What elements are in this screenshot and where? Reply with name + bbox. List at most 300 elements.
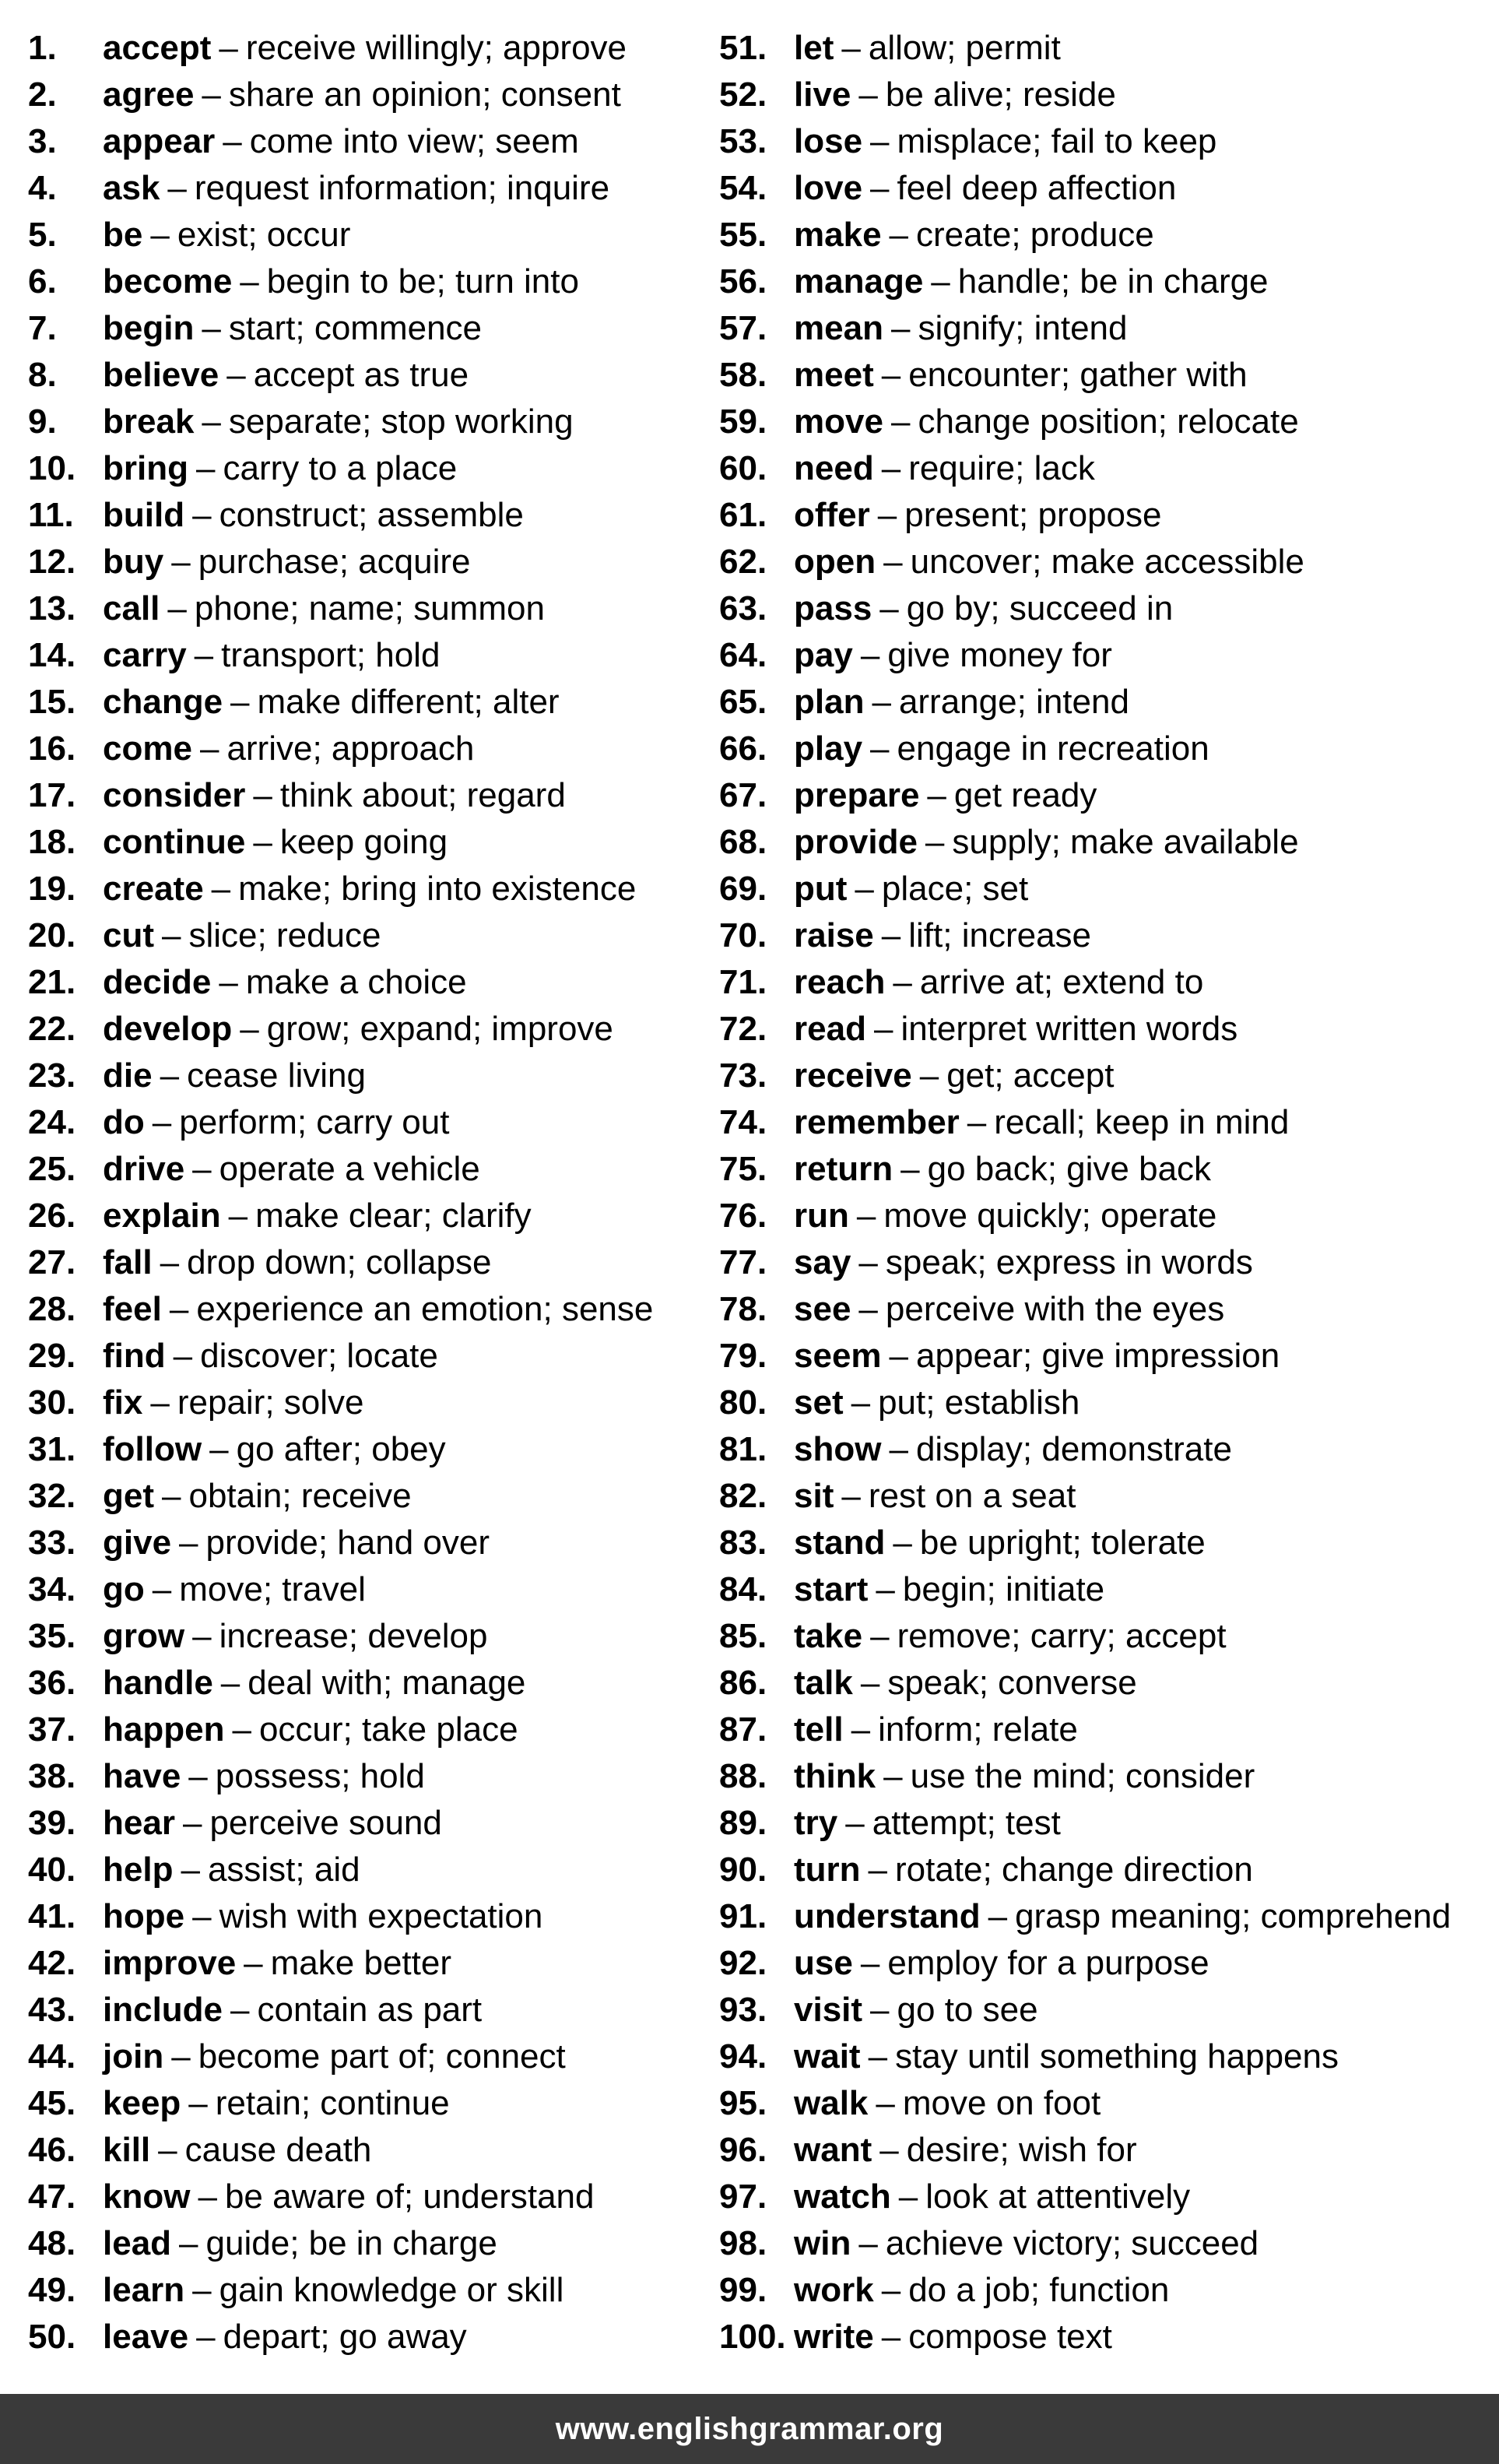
verb-word: help xyxy=(103,1851,174,1889)
verb-definition: carry to a place xyxy=(223,449,458,487)
verb-word: pass xyxy=(794,589,872,627)
dash-separator: – xyxy=(868,1851,888,1889)
verb-word: accept xyxy=(103,29,212,67)
verb-definition: wish with expectation xyxy=(219,1897,543,1935)
verb-word: return xyxy=(794,1150,893,1188)
verb-definition: rotate; change direction xyxy=(895,1851,1253,1889)
verb-list-item xyxy=(719,1239,1451,1286)
verb-list-item xyxy=(28,445,653,492)
verb-list-item xyxy=(719,445,1451,492)
item-number: 90. xyxy=(719,1851,767,1889)
verb-definition: move on foot xyxy=(902,2084,1101,2122)
verb-word: carry xyxy=(103,636,187,674)
dash-separator: – xyxy=(889,216,909,254)
verb-word: do xyxy=(103,1103,145,1141)
verb-definition: employ for a purpose xyxy=(887,1944,1209,1982)
verb-definition: require; lack xyxy=(908,449,1095,487)
verb-definition: begin; initiate xyxy=(902,1570,1105,1608)
verb-list-item xyxy=(28,118,653,165)
dash-separator: – xyxy=(967,1103,987,1141)
verb-list-item xyxy=(719,585,1451,632)
item-number: 94. xyxy=(719,2037,767,2076)
item-number: 76. xyxy=(719,1197,767,1235)
verb-list-item xyxy=(28,1987,653,2033)
dash-separator: – xyxy=(192,1897,212,1935)
dash-separator: – xyxy=(152,1103,172,1141)
verb-word: buy xyxy=(103,543,164,581)
item-number: 73. xyxy=(719,1056,767,1095)
verb-list-item xyxy=(28,1239,653,1286)
dash-separator: – xyxy=(988,1897,1008,1935)
verb-word: use xyxy=(794,1944,853,1982)
verb-list-item xyxy=(719,1193,1451,1239)
verb-word: win xyxy=(794,2224,851,2262)
verb-definition: supply; make available xyxy=(952,823,1299,861)
verb-list-item xyxy=(719,819,1451,866)
verb-definition: gain knowledge or skill xyxy=(219,2271,564,2309)
verb-list-item xyxy=(28,1193,653,1239)
dash-separator: – xyxy=(841,29,861,67)
item-number: 7. xyxy=(28,309,57,347)
verb-definition: possess; hold xyxy=(215,1757,425,1795)
verb-word: plan xyxy=(794,683,865,721)
verb-definition: make; bring into existence xyxy=(238,870,637,908)
item-number: 27. xyxy=(28,1243,76,1281)
dash-separator: – xyxy=(881,449,901,487)
item-number: 1. xyxy=(28,29,57,67)
item-number: 44. xyxy=(28,2037,76,2076)
verb-list-item xyxy=(719,1660,1451,1707)
verb-definition: keep going xyxy=(279,823,448,861)
verb-definition: look at attentively xyxy=(925,2178,1191,2216)
dash-separator: – xyxy=(845,1804,865,1842)
item-number: 65. xyxy=(719,683,767,721)
verb-word: put xyxy=(794,870,848,908)
item-number: 84. xyxy=(719,1570,767,1608)
item-number: 98. xyxy=(719,2224,767,2262)
item-number: 16. xyxy=(28,729,76,768)
item-number: 75. xyxy=(719,1150,767,1188)
item-number: 88. xyxy=(719,1757,767,1795)
verb-list-item xyxy=(719,1380,1451,1426)
item-number: 69. xyxy=(719,870,767,908)
verb-definition: slice; reduce xyxy=(188,916,381,954)
dash-separator: – xyxy=(158,2131,177,2169)
verb-word: show xyxy=(794,1430,882,1468)
dash-separator: – xyxy=(171,543,191,581)
verb-list-item xyxy=(28,1006,653,1053)
verb-definition: signify; intend xyxy=(918,309,1128,347)
verb-list-item xyxy=(28,25,653,72)
dash-separator: – xyxy=(181,1851,200,1889)
verb-list-item xyxy=(719,2267,1451,2314)
item-number: 59. xyxy=(719,402,767,441)
verb-word: run xyxy=(794,1197,849,1235)
item-number: 66. xyxy=(719,729,767,768)
item-number: 81. xyxy=(719,1430,767,1468)
verb-word: understand xyxy=(794,1897,981,1935)
verb-definition: arrange; intend xyxy=(898,683,1129,721)
dash-separator: – xyxy=(856,1197,876,1235)
dash-separator: – xyxy=(240,262,259,301)
verb-word: find xyxy=(103,1337,166,1375)
dash-separator: – xyxy=(876,2084,895,2122)
verb-list-item xyxy=(28,772,653,819)
verb-word: live xyxy=(794,76,851,114)
verb-list-item xyxy=(719,1893,1451,1940)
verb-list-item xyxy=(719,25,1451,72)
footer-website-link[interactable]: www.englishgrammar.org xyxy=(555,2411,944,2446)
item-number: 63. xyxy=(719,589,767,627)
verb-word: drive xyxy=(103,1150,185,1188)
verb-word: break xyxy=(103,402,195,441)
verb-word: start xyxy=(794,1570,869,1608)
verb-word: lose xyxy=(794,122,863,160)
item-number: 71. xyxy=(719,963,767,1001)
verb-list-item xyxy=(719,1987,1451,2033)
verb-word: get xyxy=(103,1477,154,1515)
dash-separator: – xyxy=(858,76,878,114)
verb-definition: make a choice xyxy=(245,963,467,1001)
dash-separator: – xyxy=(232,1710,251,1749)
verb-list-item xyxy=(28,1707,653,1753)
verb-word: believe xyxy=(103,356,219,394)
verb-definition: move quickly; operate xyxy=(883,1197,1217,1235)
verb-list-item xyxy=(28,1099,653,1146)
verb-list-item xyxy=(28,1426,653,1473)
verb-word: follow xyxy=(103,1430,202,1468)
item-number: 46. xyxy=(28,2131,76,2169)
verb-definition: cause death xyxy=(184,2131,372,2169)
verb-word: have xyxy=(103,1757,181,1795)
dash-separator: – xyxy=(219,29,238,67)
verb-word: let xyxy=(794,29,834,67)
verb-list-item xyxy=(28,912,653,959)
verb-list-item xyxy=(28,1847,653,1893)
dash-separator: – xyxy=(889,1430,908,1468)
verb-word: take xyxy=(794,1617,863,1655)
verb-word: bring xyxy=(103,449,188,487)
dash-separator: – xyxy=(192,1617,212,1655)
verb-list-left-column xyxy=(28,25,653,2360)
dash-separator: – xyxy=(860,1944,880,1982)
verb-list-item xyxy=(28,1753,653,1800)
verb-word: see xyxy=(794,1290,851,1328)
dash-separator: – xyxy=(240,1010,259,1048)
dash-separator: – xyxy=(179,1524,198,1562)
item-number: 17. xyxy=(28,776,76,814)
item-number: 50. xyxy=(28,2318,76,2356)
item-number: 3. xyxy=(28,122,57,160)
verb-definition: give money for xyxy=(887,636,1112,674)
verb-list-item xyxy=(719,1800,1451,1847)
verb-definition: handle; be in charge xyxy=(957,262,1269,301)
item-number: 92. xyxy=(719,1944,767,1982)
verb-word: raise xyxy=(794,916,874,954)
verb-word: continue xyxy=(103,823,246,861)
verb-word: receive xyxy=(794,1056,912,1095)
item-number: 55. xyxy=(719,216,767,254)
verb-word: offer xyxy=(794,496,870,534)
dash-separator: – xyxy=(150,1383,170,1422)
verb-word: lead xyxy=(103,2224,172,2262)
verb-definition: desire; wish for xyxy=(906,2131,1137,2169)
verb-list-item xyxy=(28,632,653,679)
verb-definition: use the mind; consider xyxy=(910,1757,1255,1795)
dash-separator: – xyxy=(870,122,890,160)
item-number: 47. xyxy=(28,2178,76,2216)
verb-list-item xyxy=(28,1333,653,1380)
verb-word: call xyxy=(103,589,160,627)
item-number: 21. xyxy=(28,963,76,1001)
verb-list-item xyxy=(28,1940,653,1987)
verb-list-item xyxy=(28,212,653,258)
item-number: 95. xyxy=(719,2084,767,2122)
verb-definition: go back; give back xyxy=(927,1150,1212,1188)
item-number: 57. xyxy=(719,309,767,347)
verb-definition: go by; succeed in xyxy=(906,589,1174,627)
verb-word: write xyxy=(794,2318,874,2356)
verb-list-item xyxy=(719,1753,1451,1800)
verb-list-item xyxy=(719,1940,1451,1987)
item-number: 77. xyxy=(719,1243,767,1281)
verb-definition: go after; obey xyxy=(236,1430,446,1468)
dash-separator: – xyxy=(893,1524,912,1562)
dash-separator: – xyxy=(890,402,911,441)
dash-separator: – xyxy=(893,963,912,1001)
item-number: 4. xyxy=(28,169,57,207)
verb-list-item xyxy=(719,1053,1451,1099)
dash-separator: – xyxy=(199,729,219,768)
item-number: 35. xyxy=(28,1617,76,1655)
verb-word: set xyxy=(794,1383,844,1422)
verb-list-item xyxy=(719,726,1451,772)
dash-separator: – xyxy=(192,496,212,534)
verb-list-item xyxy=(28,585,653,632)
dash-separator: – xyxy=(883,1757,903,1795)
dash-separator: – xyxy=(858,2224,878,2262)
verb-definition: rest on a seat xyxy=(868,1477,1076,1515)
item-number: 74. xyxy=(719,1103,767,1141)
verb-word: go xyxy=(103,1570,145,1608)
verb-word: prepare xyxy=(794,776,920,814)
verb-definition: change position; relocate xyxy=(918,402,1299,441)
item-number: 78. xyxy=(719,1290,767,1328)
verb-definition: repair; solve xyxy=(177,1383,364,1422)
verb-list-item xyxy=(28,2220,653,2267)
verb-definition: speak; express in words xyxy=(885,1243,1253,1281)
verb-word: love xyxy=(794,169,863,207)
item-number: 79. xyxy=(719,1337,767,1375)
item-number: 23. xyxy=(28,1056,76,1095)
verb-list-item xyxy=(719,1426,1451,1473)
item-number: 14. xyxy=(28,636,76,674)
verb-word: join xyxy=(103,2037,164,2076)
item-number: 15. xyxy=(28,683,76,721)
verb-definition: purchase; acquire xyxy=(198,543,471,581)
verb-list-item xyxy=(719,165,1451,212)
dash-separator: – xyxy=(881,2271,901,2309)
dash-separator: – xyxy=(870,169,890,207)
verb-list-item xyxy=(28,258,653,305)
verb-definition: begin to be; turn into xyxy=(266,262,579,301)
verb-list-item xyxy=(719,72,1451,118)
verb-definition: drop down; collapse xyxy=(187,1243,492,1281)
verb-definition: experience an emotion; sense xyxy=(196,1290,654,1328)
verb-definition: display; demonstrate xyxy=(915,1430,1232,1468)
item-number: 68. xyxy=(719,823,767,861)
verb-list-item xyxy=(719,959,1451,1006)
verb-definition: speak; converse xyxy=(887,1664,1137,1702)
dash-separator: – xyxy=(223,122,242,160)
verb-list-item xyxy=(28,1473,653,1520)
dash-separator: – xyxy=(230,1991,250,2029)
dash-separator: – xyxy=(192,1150,212,1188)
dash-separator: – xyxy=(209,1430,229,1468)
verb-definition: perceive with the eyes xyxy=(885,1290,1225,1328)
verb-list-item xyxy=(719,866,1451,912)
verb-word: mean xyxy=(794,309,883,347)
verb-list-item xyxy=(28,2127,653,2174)
dash-separator: – xyxy=(253,776,272,814)
verb-list-item xyxy=(28,1800,653,1847)
verb-word: need xyxy=(794,449,874,487)
verb-list-item xyxy=(28,819,653,866)
dash-separator: – xyxy=(198,2178,217,2216)
verb-list-item xyxy=(719,912,1451,959)
dash-separator: – xyxy=(879,2131,899,2169)
dash-separator: – xyxy=(194,636,214,674)
verb-word: think xyxy=(794,1757,876,1795)
dash-separator: – xyxy=(881,356,901,394)
verb-list-item xyxy=(28,305,653,352)
verb-list-item xyxy=(719,1520,1451,1566)
verb-definition: request information; inquire xyxy=(194,169,610,207)
item-number: 18. xyxy=(28,823,76,861)
verb-list-right-column xyxy=(719,25,1451,2360)
dash-separator: – xyxy=(192,2271,212,2309)
dash-separator: – xyxy=(188,2084,208,2122)
verb-list-item xyxy=(28,1660,653,1707)
dash-separator: – xyxy=(890,309,911,347)
verb-list-item xyxy=(28,352,653,399)
verb-definition: become part of; connect xyxy=(198,2037,566,2076)
verb-definition: assist; aid xyxy=(207,1851,360,1889)
verb-word: want xyxy=(794,2131,872,2169)
verb-definition: get ready xyxy=(953,776,1097,814)
verb-definition: stay until something happens xyxy=(895,2037,1339,2076)
dash-separator: – xyxy=(841,1477,861,1515)
verb-word: tell xyxy=(794,1710,844,1749)
dash-separator: – xyxy=(860,636,880,674)
verb-definition: contain as part xyxy=(257,1991,483,2029)
dash-separator: – xyxy=(868,2037,888,2076)
verb-definition: go to see xyxy=(897,1991,1038,2029)
verb-definition: achieve victory; succeed xyxy=(885,2224,1259,2262)
verb-list-item xyxy=(719,2174,1451,2220)
dash-separator: – xyxy=(196,2318,216,2356)
verb-word: handle xyxy=(103,1664,213,1702)
verb-word: give xyxy=(103,1524,172,1562)
verb-definition: provide; hand over xyxy=(205,1524,490,1562)
verb-word: hear xyxy=(103,1804,175,1842)
verb-word: grow xyxy=(103,1617,185,1655)
verb-word: die xyxy=(103,1056,153,1095)
item-number: 60. xyxy=(719,449,767,487)
verb-list-item xyxy=(719,1847,1451,1893)
verb-list-item xyxy=(28,492,653,539)
verb-word: talk xyxy=(794,1664,853,1702)
item-number: 62. xyxy=(719,543,767,581)
verb-list-item xyxy=(719,539,1451,585)
item-number: 91. xyxy=(719,1897,767,1935)
dash-separator: – xyxy=(162,1477,181,1515)
dash-separator: – xyxy=(150,216,170,254)
item-number: 53. xyxy=(719,122,767,160)
item-number: 19. xyxy=(28,870,76,908)
item-number: 34. xyxy=(28,1570,76,1608)
item-number: 36. xyxy=(28,1664,76,1702)
verb-list-item xyxy=(719,2220,1451,2267)
verb-definition: remove; carry; accept xyxy=(897,1617,1227,1655)
verb-definition: think about; regard xyxy=(279,776,566,814)
dash-separator: – xyxy=(160,1056,180,1095)
item-number: 61. xyxy=(719,496,767,534)
verb-definition: occur; take place xyxy=(258,1710,518,1749)
dash-separator: – xyxy=(855,870,874,908)
verb-word: cut xyxy=(103,916,154,954)
verb-list-item xyxy=(28,539,653,585)
item-number: 40. xyxy=(28,1851,76,1889)
dash-separator: – xyxy=(202,402,221,441)
verb-word: come xyxy=(103,729,192,768)
item-number: 86. xyxy=(719,1664,767,1702)
verb-definition: guide; be in charge xyxy=(205,2224,497,2262)
item-number: 80. xyxy=(719,1383,767,1422)
item-number: 38. xyxy=(28,1757,76,1795)
verb-word: kill xyxy=(103,2131,151,2169)
item-number: 33. xyxy=(28,1524,76,1562)
item-number: 67. xyxy=(719,776,767,814)
item-number: 99. xyxy=(719,2271,767,2309)
verb-word: say xyxy=(794,1243,851,1281)
verb-definition: make different; alter xyxy=(257,683,560,721)
verb-definition: phone; name; summon xyxy=(194,589,545,627)
verb-word: reach xyxy=(794,963,886,1001)
verb-list-item xyxy=(28,1053,653,1099)
verb-word: improve xyxy=(103,1944,237,1982)
item-number: 10. xyxy=(28,449,76,487)
item-number: 89. xyxy=(719,1804,767,1842)
item-number: 58. xyxy=(719,356,767,394)
dash-separator: – xyxy=(160,1243,180,1281)
dash-separator: – xyxy=(873,1010,893,1048)
dash-separator: – xyxy=(219,963,238,1001)
dash-separator: – xyxy=(851,1710,871,1749)
verb-list-item xyxy=(28,1520,653,1566)
verb-word: fix xyxy=(103,1383,143,1422)
verb-list-item xyxy=(28,1286,653,1333)
verb-word: visit xyxy=(794,1991,863,2029)
verb-definition: be alive; reside xyxy=(885,76,1116,114)
verb-definition: exist; occur xyxy=(177,216,351,254)
verb-word: walk xyxy=(794,2084,869,2122)
dash-separator: – xyxy=(919,1056,939,1095)
verb-list-item xyxy=(28,2033,653,2080)
dash-separator: – xyxy=(167,169,187,207)
verb-definition: perceive sound xyxy=(209,1804,442,1842)
dash-separator: – xyxy=(179,2224,198,2262)
